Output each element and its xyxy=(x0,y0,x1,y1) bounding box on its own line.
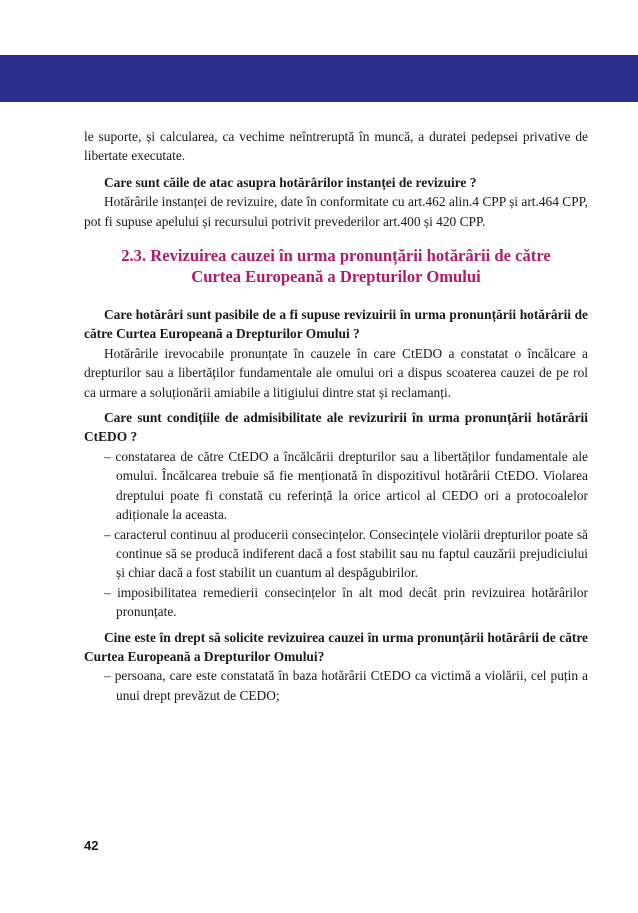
question-eligible-decisions: Care hotărâri sunt pasibile de a fi supuse revizuirii în urma pronunțării hotărârii de către Curtea Europeană a Drepturilor Omului ? xyxy=(84,307,588,342)
answer-eligible-decisions: Hotărârile irevocabile pronunțate în cauzele în care CtEDO a constatat o încălcare a drepturilor sau a libertăților fundamentale ale omului ori a dispus scoaterea cauzei de pe rol ca urmare a soluționării amiabile a litigiului dintre stat și reclamanți. xyxy=(84,345,588,400)
admissibility-list xyxy=(84,447,588,622)
section-heading xyxy=(84,245,588,287)
page-number: 42 xyxy=(84,838,99,853)
list-item: – persoana, care este constatată în baza hotărârii CtEDO ca victimă a violării, cel puțin a unui drept prevăzut de CEDO; xyxy=(104,668,588,703)
section-heading-line1: 2.3. Revizuirea cauzei în urma pronunțării hotărârii de către xyxy=(121,246,551,266)
page-body xyxy=(84,127,588,705)
question-admissibility: Care sunt condițiile de admisibilitate ale revizuririi în urma pronunțării hotărârii CtEDO ? xyxy=(84,410,588,445)
list-item: – caracterul continuu al producerii consecințelor. Consecințele violării drepturilor poate să continue să se producă indiferent dacă a fost stabilit sau nu faptul cauzării prejudiciului și chiar dacă a fost stabilit un cuantum al despăgubirilor. xyxy=(104,526,588,581)
requesters-list xyxy=(84,666,588,705)
question-appeal-routes: Care sunt căile de atac asupra hotărârilor instanței de revizuire ? xyxy=(104,174,477,190)
paragraph-continuation: le suporte, și calcularea, ca vechime neîntreruptă în muncă, a duratei pedepsei privative de libertate executate. xyxy=(84,129,588,164)
list-item: – constatarea de către CtEDO a încălcării drepturilor sau a libertăților fundamentale ale omului. Încălcarea trebuie să fie menționată în dispozitivul hotărârii CtEDO. Violarea dreptului poate fi constată cu referință la orice articol al CEDO ori a protocoalelor adiționale la aceasta. xyxy=(104,448,588,523)
header-band xyxy=(0,55,638,102)
question-who-may-request: Cine este în drept să solicite revizuirea cauzei în urma pronunțării hotărârii de către Curtea Europeană a Drepturilor Omului? xyxy=(84,629,588,664)
list-item: – imposibilitatea remedierii consecințelor în alt mod decât prin revizuirea hotărârilor pronunțate. xyxy=(104,584,588,620)
section-heading-line2: Curtea Europeană a Drepturilor Omului xyxy=(191,267,481,287)
answer-appeal-routes: Hotărârile instanței de revizuire, date în conformitate cu art.462 alin.4 CPP și art.464 CPP, pot fi supuse apelului și recursului potrivit prevederilor art.400 și 420 CPP. xyxy=(84,194,588,229)
